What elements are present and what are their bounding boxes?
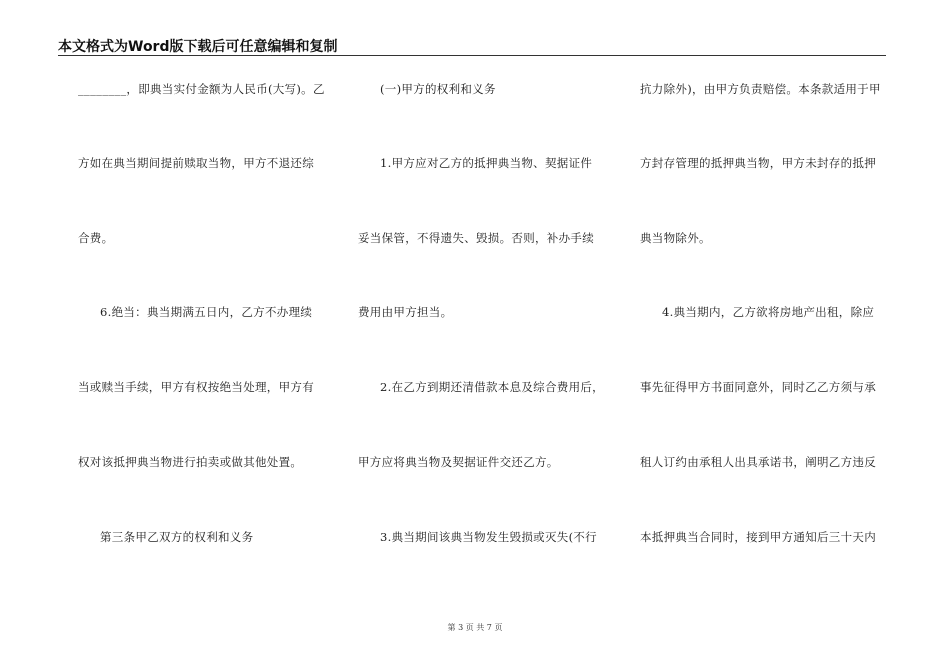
text-line: 合费。 — [78, 231, 114, 245]
header-divider — [58, 55, 886, 56]
section-heading: 第三条甲乙双方的权利和义务 — [100, 530, 254, 544]
text-line: 典当物除外。 — [640, 231, 711, 245]
text-line: 当或赎当手续，甲方有权按绝当处理，甲方有 — [78, 380, 314, 394]
text-line: 租人订约由承租人出具承诺书，阐明乙方违反 — [640, 455, 876, 469]
text-line: 费用由甲方担当。 — [358, 305, 453, 319]
text-line: 方封存管理的抵押典当物，甲方未封存的抵押 — [640, 156, 876, 170]
text-line: 权对该抵押典当物进行拍卖或做其他处置。 — [78, 455, 303, 469]
subsection-heading: (一)甲方的权利和义务 — [380, 82, 496, 96]
text-line: 6.绝当：典当期满五日内，乙方不办理续 — [100, 305, 313, 319]
page-number: 第 3 页 共 7 页 — [447, 623, 503, 632]
text-line: 2.在乙方到期还清借款本息及综合费用后， — [380, 380, 604, 394]
text-line: ________，即典当实付金额为人民币(大写)。乙 — [78, 82, 325, 96]
text-line: 妥当保管，不得遗失、毁损。否则，补办手续 — [358, 231, 594, 245]
text-line: 甲方应将典当物及契据证件交还乙方。 — [358, 455, 559, 469]
text-line: 方如在典当期间提前赎取当物，甲方不退还综 — [78, 156, 314, 170]
text-line: 事先征得甲方书面同意外，同时乙乙方须与承 — [640, 380, 876, 394]
text-line: 3.典当期间该典当物发生毁损或灭失(不行 — [380, 530, 597, 544]
text-line: 1.甲方应对乙方的抵押典当物、契据证件 — [380, 156, 593, 170]
text-line: 4.典当期内，乙方欲将房地产出租，除应 — [662, 305, 875, 319]
text-line: 抗力除外)，由甲方负责赔偿。本条款适用于甲 — [640, 82, 881, 96]
text-line: 本抵押典当合同时，接到甲方通知后三十天内 — [640, 530, 876, 544]
document-header-title: 本文格式为Word版下载后可任意编辑和复制 — [58, 39, 338, 55]
